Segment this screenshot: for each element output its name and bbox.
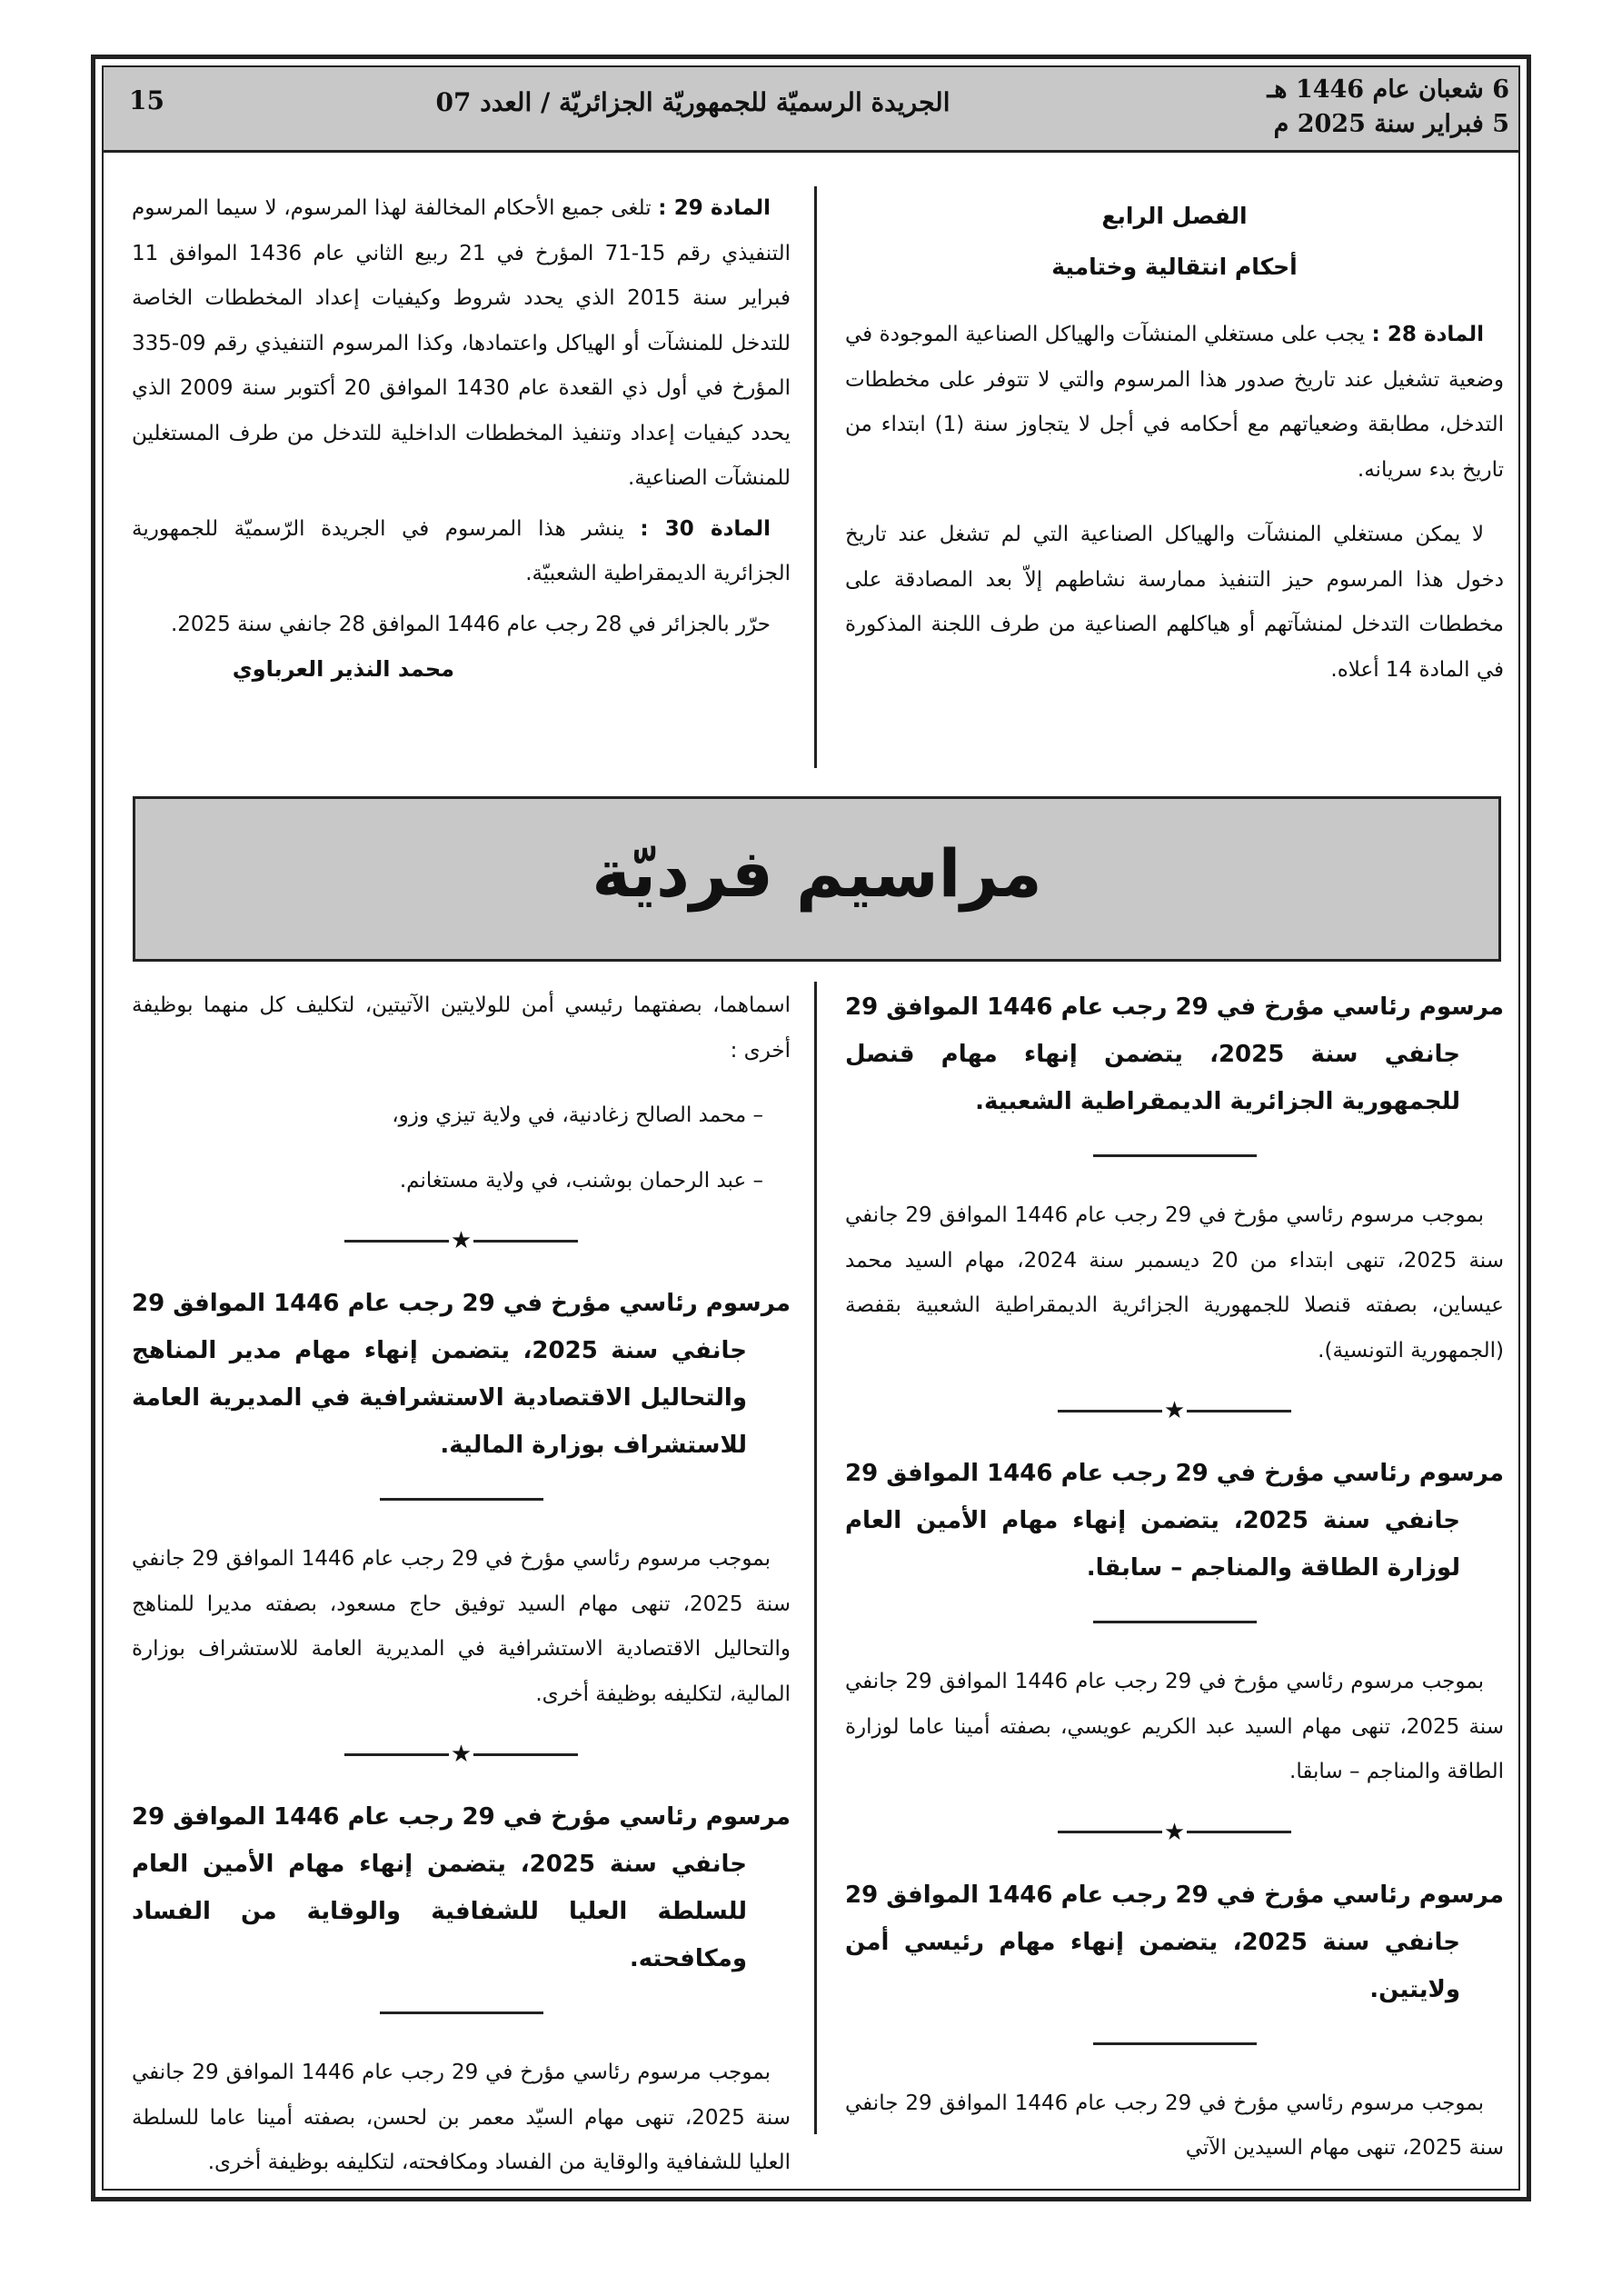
star-icon: ★ <box>1163 1818 1186 1846</box>
bottom-left-column <box>132 983 791 2186</box>
article-28-text: يجب على مستغلي المنشآت والهياكل الصناعية الموجودة في وضعية تشغيل عند تاريخ صدور هذا المرسوم والتي لا تتوفر على مخططات التدخل، مطابقة وضعياتهم مع أحكامه في أجل لا يتجاوز سنة (1) ابتداء من تاريخ بدء سريانه. <box>845 323 1504 482</box>
column-divider-bottom <box>814 982 817 2134</box>
star-divider <box>132 1229 791 1253</box>
title-rule <box>380 1498 543 1501</box>
star-icon: ★ <box>1163 1397 1186 1424</box>
page-header <box>104 67 1518 153</box>
bottom-right-column <box>845 983 1504 2171</box>
header-date-gregorian: 5 فبراير سنة 2025 م <box>1273 110 1509 138</box>
article-30-text: ينشر هذا المرسوم في الجريدة الرّسميّة للجمهورية الجزائرية الديمقراطية الشعبيّة. <box>132 516 791 585</box>
article-28-label: المادة 28 : <box>1371 323 1484 346</box>
decree-body: بموجب مرسوم رئاسي مؤرخ في 29 رجب عام 1446 الموافق 29 جانفي سنة 2025، تنهى مهام السيدين الآتي <box>845 2091 1504 2160</box>
header-date-hijri: 6 شعبان عام 1446 هـ <box>1267 75 1509 104</box>
article-29 <box>132 186 791 502</box>
column-divider-top <box>814 186 817 768</box>
decree-body: بموجب مرسوم رئاسي مؤرخ في 29 رجب عام 1446 الموافق 29 جانفي سنة 2025، تنهى مهام السيّد معمر بن لحسن، بصفته أمينا عاما للسلطة العليا للشفافية والوقاية من الفساد ومكافحته، لتكليفه بوظيفة أخرى. <box>132 2061 791 2174</box>
decree-title: مرسوم رئاسي مؤرخ في 29 رجب عام 1446 الموافق 29 جانفي سنة 2025، يتضمن إنهاء مهام الأمين العام للسلطة العليا للشفافية والوقاية من الفساد ومكافحته. <box>132 1803 791 1972</box>
list-item: – محمد الصالح زغادنية، في ولاية تيزي وزو، <box>392 1103 763 1127</box>
decree-body: بموجب مرسوم رئاسي مؤرخ في 29 رجب عام 1446 الموافق 29 جانفي سنة 2025، تنهى مهام السيد عبد الكريم عويسي، بصفته أمينا عاما لوزارة الطاقة والمناجم – سابقا. <box>845 1670 1504 1783</box>
article-28-paragraph-2: لا يمكن مستغلي المنشآت والهياكل الصناعية التي لم تشغل عند تاريخ دخول هذا المرسوم حيز التنفيذ ممارسة نشاطهم إلاّ بعد المصادقة على مخططات التدخل لمنشآتهم أو هياكلهم الصناعية من طرف اللجنة المذكورة في المادة 14 أعلاه. <box>845 523 1504 682</box>
article-30-label: المادة 30 : <box>640 516 771 541</box>
star-divider <box>132 1742 791 1766</box>
decree-body: بموجب مرسوم رئاسي مؤرخ في 29 رجب عام 1446 الموافق 29 جانفي سنة 2025، تنهى ابتداء من 20 ديسمبر سنة 2024، مهام السيد محمد عيساين، بصفته قنصلا للجمهورية الجزائرية الديمقراطية الشعبية بقفصة (الجمهورية التونسية). <box>845 1203 1505 1363</box>
star-icon: ★ <box>450 1741 473 1768</box>
decree-body: بموجب مرسوم رئاسي مؤرخ في 29 رجب عام 1446 الموافق 29 جانفي سنة 2025، تنهى مهام السيد توفيق حاج مسعود، بصفته مديرا للمناهج والتحاليل الاقتصادية الاستشرافية في المديرية العامة للاستشراف بوزارة المالية، لتكليفه بوظيفة أخرى. <box>132 1547 791 1706</box>
article-30 <box>132 507 791 597</box>
decree-title: مرسوم رئاسي مؤرخ في 29 رجب عام 1446 الموافق 29 جانفي سنة 2025، يتضمن إنهاء مهام رئيسي أمن ولايتين. <box>845 1881 1505 2003</box>
decree-title: مرسوم رئاسي مؤرخ في 29 رجب عام 1446 الموافق 29 جانفي سنة 2025، يتضمن إنهاء مهام الأمين العام لوزارة الطاقة والمناجم – سابقا. <box>845 1460 1505 1582</box>
star-divider <box>845 1399 1504 1423</box>
article-29-text: تلغى جميع الأحكام المخالفة لهذا المرسوم، لا سيما المرسوم التنفيذي رقم 15-71 المؤرخ في 21 ربيع الثاني عام 1436 الموافق 11 فبراير سنة 2015 الذي يحدد شروط وكيفيات إعداد المخططات الخاصة للتدخل للمنشآت أو الهياكل واعتمادها، وكذا المرسوم التنفيذي رقم 09-335 المؤرخ في أول ذي القعدة عام 1430 الموافق 20 أكتوبر سنة 2009 الذي يحدد كيفيات إعداد وتنفيذ المخططات الداخلية للتدخل من طرف المستغلين للمنشآت الصناعية. <box>132 196 791 490</box>
article-28 <box>845 313 1504 493</box>
decree-title: مرسوم رئاسي مؤرخ في 29 رجب عام 1446 الموافق 29 جانفي سنة 2025، يتضمن إنهاء مهام قنصل للجمهورية الجزائرية الديمقراطية الشعبية. <box>845 993 1505 1115</box>
star-icon: ★ <box>450 1227 473 1254</box>
signed-at: حرّر بالجزائر في 28 رجب عام 1446 الموافق 28 جانفي سنة 2025. <box>170 612 771 636</box>
list-item: – عبد الرحمان بوشنب، في ولاية مستغانم. <box>399 1168 763 1193</box>
title-rule <box>380 2011 543 2014</box>
header-title: الجريدة الرسميّة للجمهوريّة الجزائريّة / العدد 07 <box>435 87 950 117</box>
top-right-column <box>845 191 1504 693</box>
section-banner-title: مراسيم فرديّة <box>592 835 1042 912</box>
decree-title: مرسوم رئاسي مؤرخ في 29 رجب عام 1446 الموافق 29 جانفي سنة 2025، يتضمن إنهاء مهام مدير المناهج والتحاليل الاقتصادية الاستشرافية في المديرية العامة للاستشراف بوزارة المالية. <box>132 1290 791 1459</box>
page-number: 15 <box>129 85 164 115</box>
chapter-heading: الفصل الرابع <box>1101 203 1248 229</box>
chapter-title: أحكام انتقالية وختامية <box>1051 254 1298 280</box>
decree-body-continued: اسماهما، بصفتهما رئيسي أمن للولايتين الآتيتين، لتكليف كل منهما بوظيفة أخرى : <box>132 993 791 1063</box>
star-divider <box>845 1818 1504 1846</box>
title-rule <box>1093 2042 1257 2045</box>
top-left-column <box>132 186 791 693</box>
signatory: محمد النذير العرباوي <box>232 656 454 682</box>
article-29-label: المادة 29 : <box>658 196 771 220</box>
section-banner <box>133 796 1501 962</box>
title-rule <box>1093 1154 1257 1157</box>
title-rule <box>1093 1621 1257 1623</box>
